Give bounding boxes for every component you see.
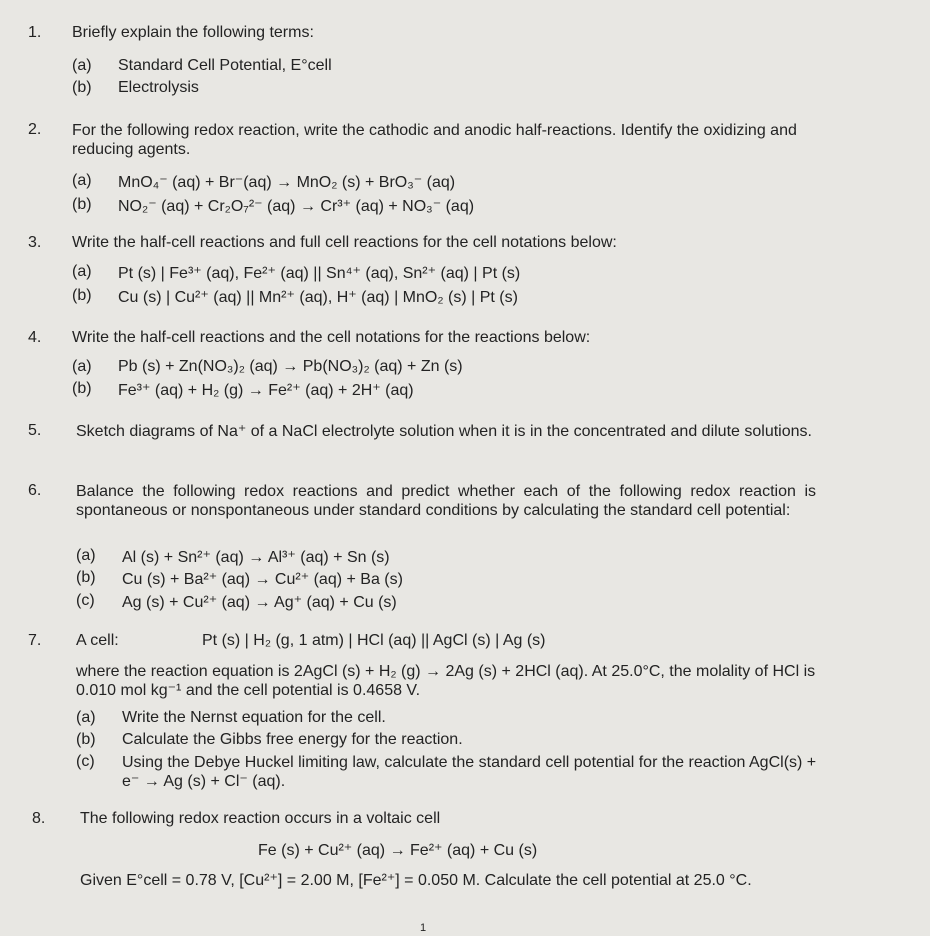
part-label: (b) (72, 287, 92, 304)
part-label: (a) (72, 358, 92, 375)
question-number: 8. (32, 810, 46, 827)
part-text: NO₂⁻ (aq) + Cr₂O₇²⁻ (aq) → Cr³⁺ (aq) + NO₃⁻ (aq) (118, 198, 475, 215)
part-text: Standard Cell Potential, E°cell (118, 57, 332, 74)
part-text: Al (s) + Sn²⁺ (aq) → Al³⁺ (aq) + Sn (s) (122, 549, 390, 566)
question-number: 6. (28, 482, 42, 499)
given-data: Given E°cell = 0.78 V, [Cu²⁺] = 2.00 M, [Fe²⁺] = 0.050 M. Calculate the cell potential at 25.0 °C. (80, 872, 752, 889)
part-label: (b) (72, 196, 92, 213)
part-label: (a) (72, 172, 92, 189)
part-label: (a) (76, 547, 96, 564)
question-text: A cell: (76, 632, 119, 649)
part-label: (b) (76, 731, 96, 748)
cell-notation: Pt (s) | H₂ (g, 1 atm) | HCl (aq) || AgCl (s) | Ag (s) (202, 632, 546, 649)
part-text: Using the Debye Huckel limiting law, calculate the standard cell potential for the reaction AgCl(s) + e⁻ → Ag (s) + Cl⁻ (aq). (122, 754, 817, 790)
part-text: Cu (s) + Ba²⁺ (aq) → Cu²⁺ (aq) + Ba (s) (122, 571, 403, 588)
part-label: (a) (76, 709, 96, 726)
question-text: Balance the following redox reactions and predict whether each of the following redox reaction is spontaneous or nonspontaneous under standard conditions by calculating the standard cell potential: (76, 483, 816, 519)
question-body: where the reaction equation is 2AgCl (s) + H₂ (g) → 2Ag (s) + 2HCl (aq). At 25.0°C, the molality of HCl is 0.010 mol kg⁻¹ and the cell potential is 0.4658 V. (76, 663, 816, 699)
question-text: Briefly explain the following terms: (72, 24, 314, 41)
question-number: 1. (28, 24, 42, 41)
part-text: Pb (s) + Zn(NO₃)₂ (aq) → Pb(NO₃)₂ (aq) + Zn (s) (118, 358, 463, 375)
question-text: Write the half-cell reactions and full cell reactions for the cell notations below: (72, 234, 617, 251)
question-number: 3. (28, 234, 42, 251)
question-text: The following redox reaction occurs in a voltaic cell (80, 810, 441, 827)
part-text: Calculate the Gibbs free energy for the reaction. (122, 731, 463, 748)
part-text: Fe³⁺ (aq) + H₂ (g) → Fe²⁺ (aq) + 2H⁺ (aq) (118, 382, 414, 399)
question-text: For the following redox reaction, write the cathodic and anodic half-reactions. Identify the oxidizing and reducing agents. (72, 122, 797, 158)
part-text: Electrolysis (118, 79, 199, 96)
part-label: (b) (72, 380, 92, 397)
question-number: 7. (28, 632, 42, 649)
part-text: Pt (s) | Fe³⁺ (aq), Fe²⁺ (aq) || Sn⁴⁺ (aq), Sn²⁺ (aq) | Pt (s) (118, 265, 521, 282)
part-label: (a) (72, 263, 92, 280)
part-text: Ag (s) + Cu²⁺ (aq) → Ag⁺ (aq) + Cu (s) (122, 594, 397, 611)
part-label: (b) (72, 79, 92, 96)
question-number: 4. (28, 329, 42, 346)
part-label: (c) (76, 592, 95, 609)
question-number: 5. (28, 422, 42, 439)
part-text: Write the Nernst equation for the cell. (122, 709, 386, 726)
question-text: Sketch diagrams of Na⁺ of a NaCl electrolyte solution when it is in the concentrated and dilute solutions. (76, 423, 812, 440)
part-text: Cu (s) | Cu²⁺ (aq) || Mn²⁺ (aq), H⁺ (aq) | MnO₂ (s) | Pt (s) (118, 289, 518, 306)
part-label: (c) (76, 753, 95, 770)
page-number: 1 (420, 922, 427, 934)
question-number: 2. (28, 121, 42, 138)
part-label: (b) (76, 569, 96, 586)
reaction-equation: Fe (s) + Cu²⁺ (aq) → Fe²⁺ (aq) + Cu (s) (258, 842, 538, 859)
part-text: MnO₄⁻ (aq) + Br⁻(aq) → MnO₂ (s) + BrO₃⁻ (aq) (118, 174, 456, 191)
question-text: Write the half-cell reactions and the cell notations for the reactions below: (72, 329, 591, 346)
part-label: (a) (72, 57, 92, 74)
